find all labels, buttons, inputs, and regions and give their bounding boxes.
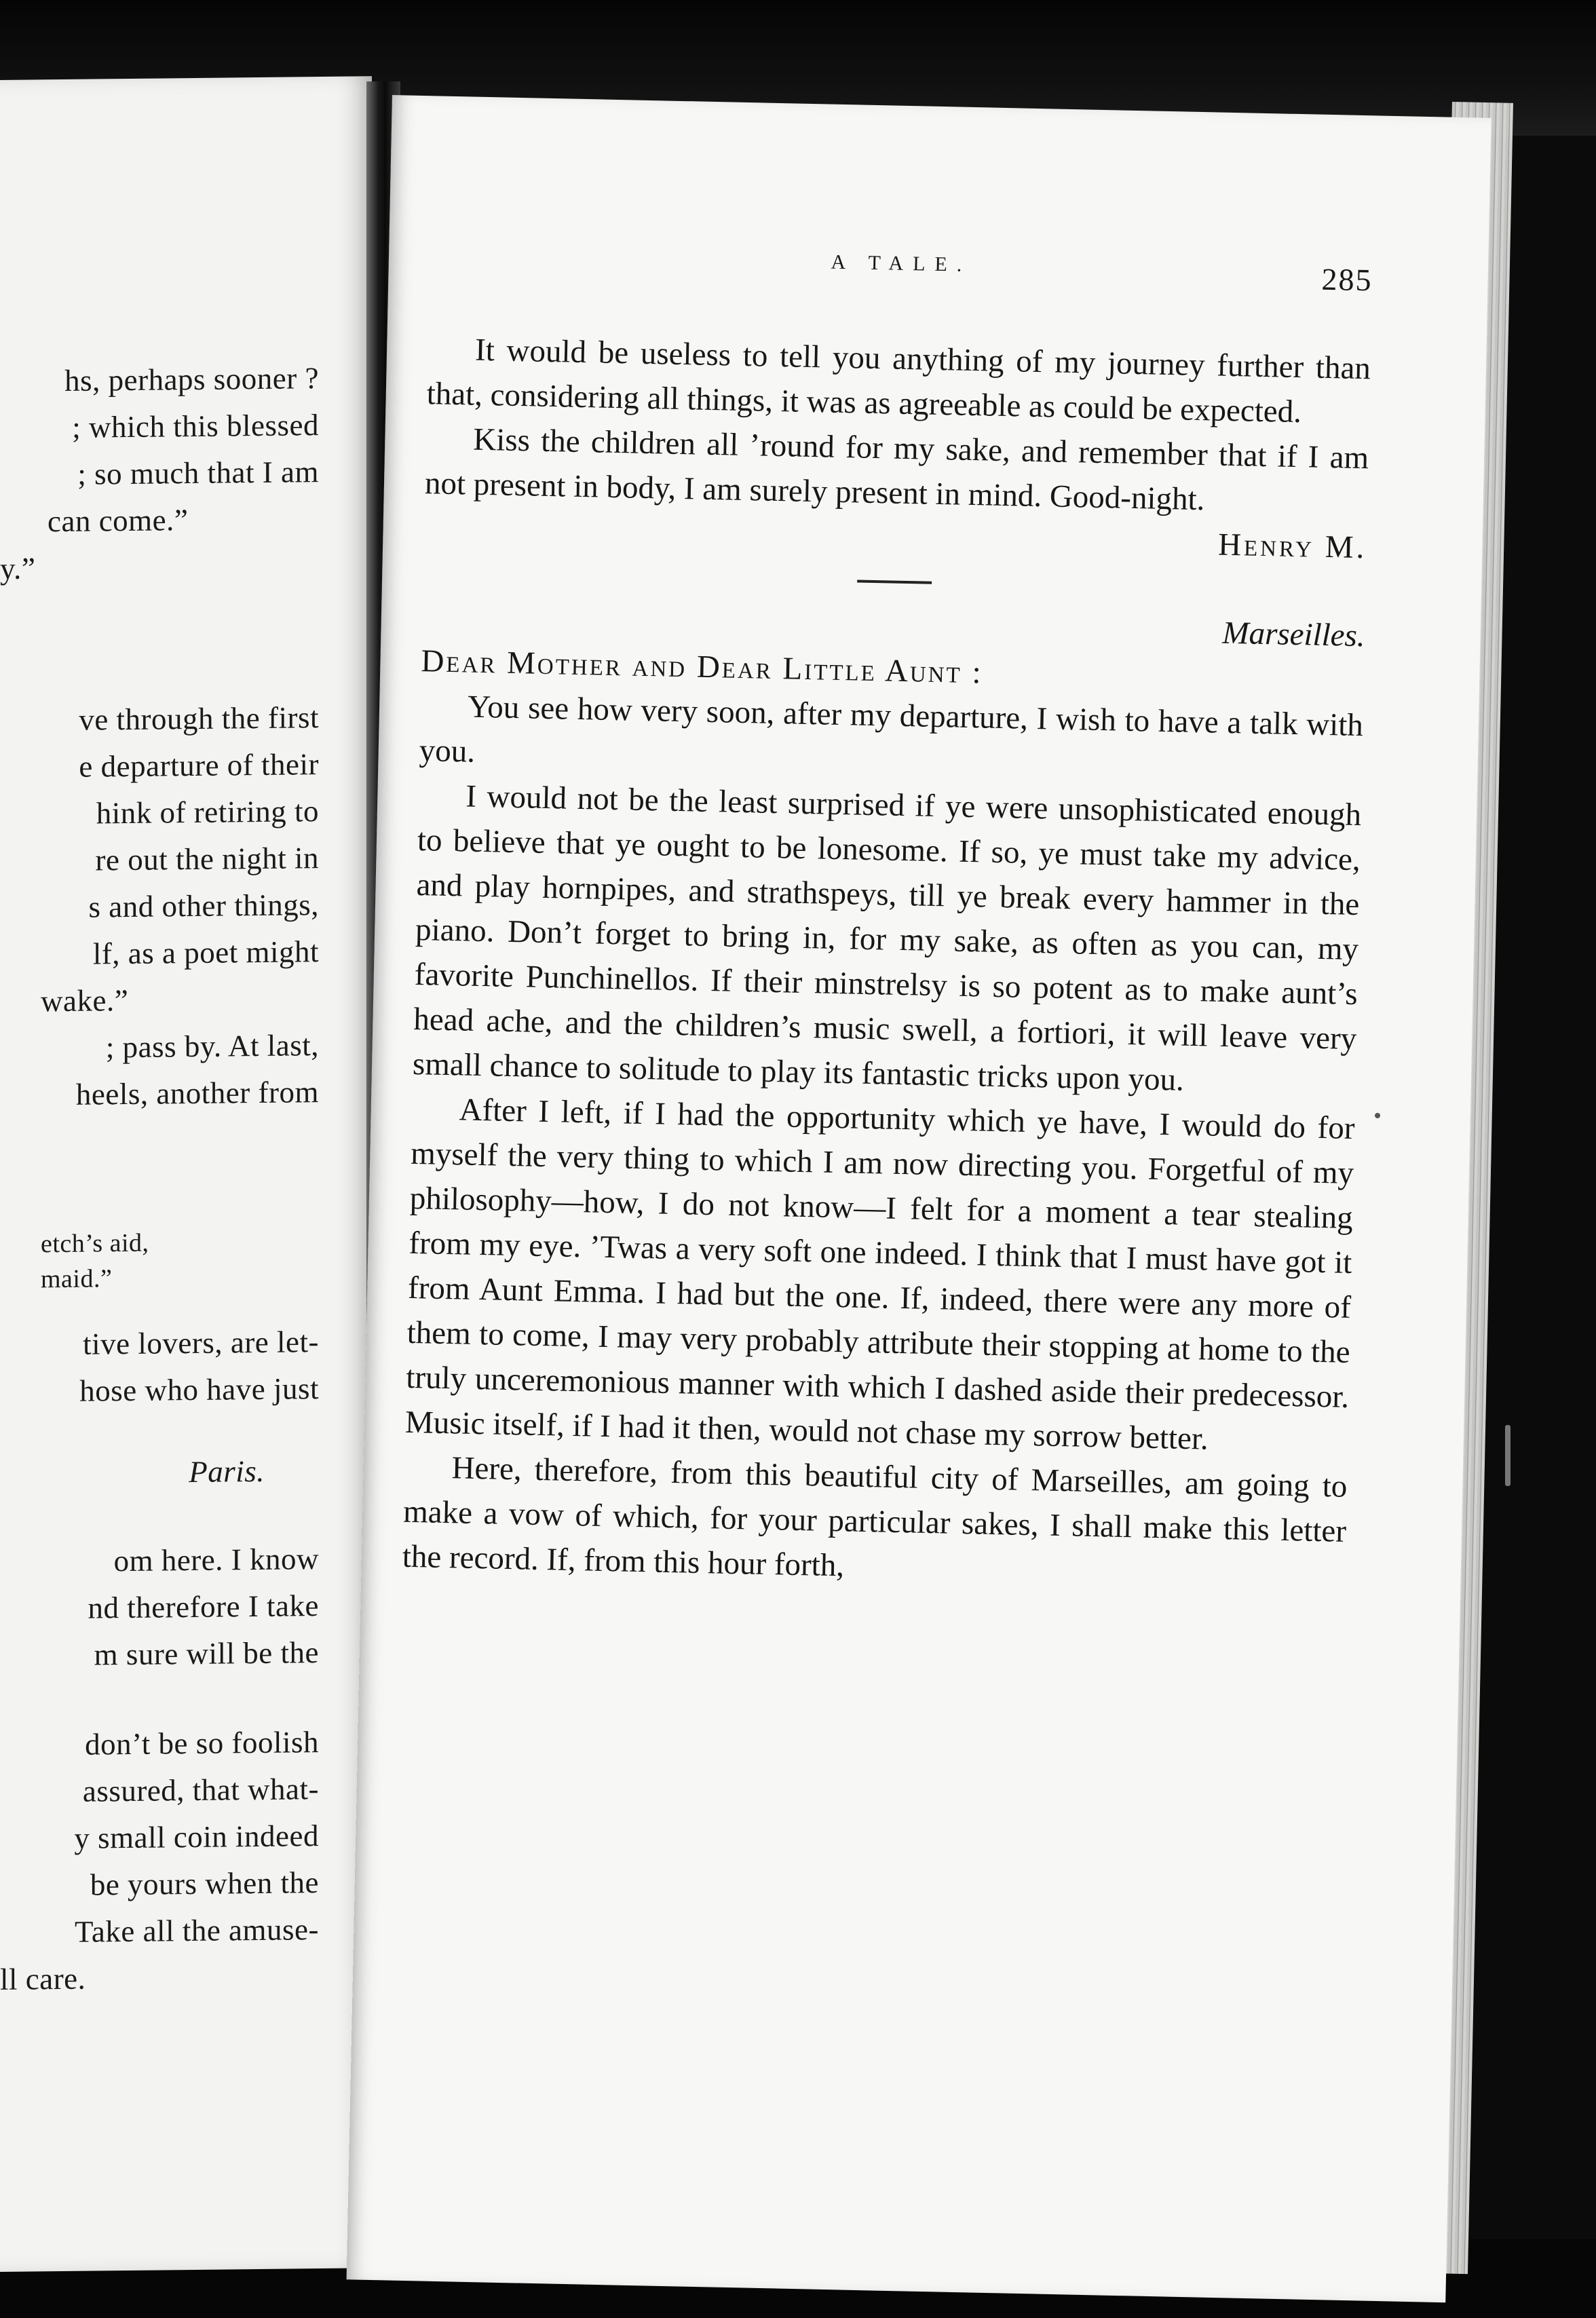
- letter-place: Marseilles.: [1221, 615, 1366, 654]
- left-line: s and other things,: [88, 888, 319, 924]
- left-line: etch’s aid,: [41, 1228, 149, 1259]
- left-line: ll care.: [0, 1961, 86, 1996]
- left-line: om here. I know: [113, 1542, 319, 1578]
- left-line: e departure of their: [79, 747, 319, 784]
- left-line: re out the night in: [95, 841, 319, 877]
- left-line: Take all the amuse-: [75, 1912, 319, 1949]
- left-text-block-b: [0, 694, 319, 1119]
- left-line: y small coin indeed: [74, 1819, 319, 1855]
- paragraph: After I left, if I had the opportunity which ye have, I would do for myself the very thing to which I am now directing you. Forgetful of my philosophy—how, I do not know—I felt for a moment a tear stealing from my eye. ’Twas a very soft one indeed. I think that I must have got it from Aunt Emma. I had but the one. If, indeed, there were any more of them to come, I may very probably attribute their stopping at home to the truly unceremonious manner with which I dashed aside their predecessor. Music itself, if I had it then, would not chase my sorrow better.: [404, 1092, 1355, 1457]
- left-line: ve through the first: [79, 700, 319, 737]
- right-page: [347, 95, 1492, 2302]
- page-number: 285: [1321, 261, 1373, 298]
- left-line: ; which this blessed: [72, 408, 319, 444]
- left-line: ; so much that I am: [77, 455, 319, 491]
- left-line: hs, perhaps sooner ?: [64, 361, 319, 398]
- left-line: hose who have just: [79, 1371, 319, 1408]
- left-line: lf, as a poet might: [92, 934, 319, 971]
- running-head: A TALE.: [831, 250, 972, 276]
- paragraph: It would be useless to tell you anything of my journey further than that, considering all things, it was as agreeable as could be expected.: [426, 332, 1371, 430]
- left-line: hink of retiring to: [96, 794, 319, 831]
- edge-mark: [1505, 1425, 1510, 1486]
- paragraph: I would not be the least surprised if ye were unsophisticated enough to believe that ye ought to be lonesome. If so, ye must take my advice, and play hornpipes, and strathspeys, till ye break every hammer in the piano. Don’t forget to bring in, for my sake, as often as you can, my favorite Punchinellos. If their minstrelsy is so potent as to make aunt’s head ache, and the children’s music swell, a fortiori, it will leave very small chance to solitude to play its fantastic tricks upon you.: [412, 778, 1362, 1098]
- right-page-text: [402, 250, 1373, 1599]
- section-rule: [857, 580, 932, 584]
- letter-salutation: Dear Mother and Dear Little Aunt :: [420, 643, 984, 691]
- left-line: nd therefore I take: [88, 1589, 319, 1625]
- left-line: ; pass by. At last,: [105, 1028, 319, 1065]
- left-line: heels, another from: [75, 1075, 319, 1112]
- left-place-line: Paris.: [189, 1454, 265, 1489]
- left-line: be yours when the: [90, 1865, 319, 1902]
- left-line: y.”: [0, 551, 36, 586]
- letter-signature: Henry M.: [1217, 527, 1367, 566]
- left-text-block-g: [0, 1719, 319, 2003]
- left-line: tive lovers, are let-: [83, 1325, 319, 1361]
- paragraph: Kiss the children all ’round for my sake, and remember that if I am not present in body, I am surely present in mind. Good-night.: [424, 421, 1369, 518]
- paragraph: Here, therefore, from this beautiful city of Marseilles, am going to make a vow of which, for your particular sakes, I shall make this letter the record. If, from this hour forth,: [402, 1450, 1348, 1584]
- left-text-block-d: [0, 1318, 319, 1416]
- left-page: [0, 76, 372, 2272]
- left-line: can come.”: [48, 503, 189, 539]
- left-text-block-c: [0, 1223, 319, 1297]
- scan-speck: [1375, 1113, 1380, 1118]
- left-line: maid.”: [41, 1264, 113, 1294]
- left-text-block-f: [0, 1536, 319, 1679]
- left-text-block-a: [0, 355, 319, 592]
- left-line: m sure will be the: [94, 1635, 319, 1672]
- left-line: don’t be so foolish: [85, 1725, 319, 1762]
- paragraph: You see how very soon, after my departure, I wish to have a talk with you.: [419, 689, 1364, 770]
- left-line: assured, that what-: [82, 1772, 319, 1808]
- left-text-block-e: [0, 1447, 319, 1498]
- left-line: wake.”: [41, 983, 129, 1019]
